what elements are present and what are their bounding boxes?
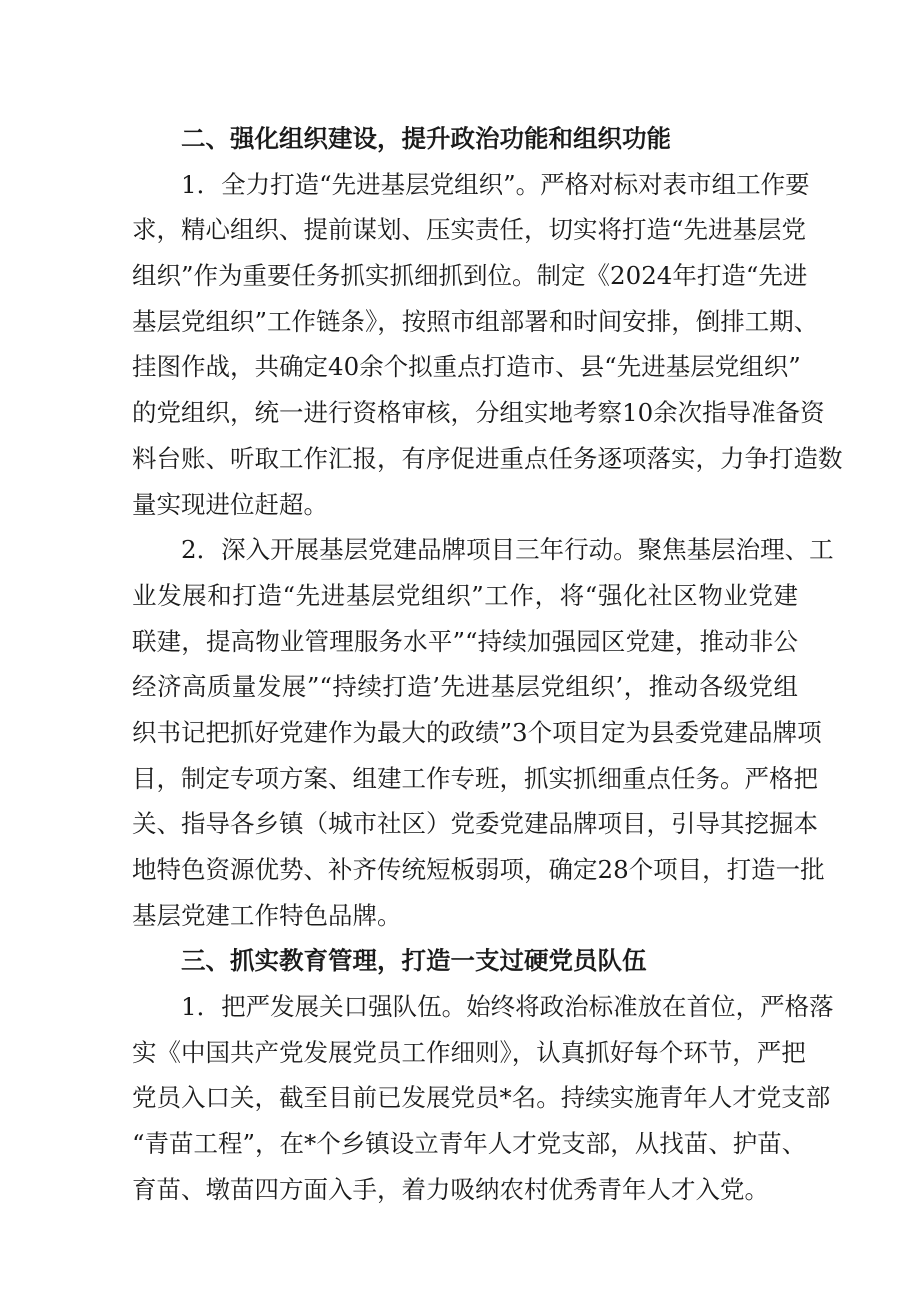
paragraph-line: 育苗、墩苗四方面入手，着力吸纳农村优秀青年人才入党。 bbox=[132, 1174, 769, 1204]
section-heading: 三、抓实教育管理，打造一支过硬党员队伍 bbox=[181, 946, 647, 976]
document-body bbox=[132, 116, 843, 1213]
paragraph-line: 党员入口关，截至目前已发展党员*名。持续实施青年人才党支部 bbox=[132, 1083, 831, 1113]
paragraph bbox=[132, 162, 843, 528]
paragraph-line: 业发展和打造“先进基层党组织”工作，将“强化社区物业党建 bbox=[132, 580, 798, 610]
paragraph-line: 地特色资源优势、补齐传统短板弱项，确定28个项目，打造一批 bbox=[132, 855, 825, 884]
paragraph-line: 组织”作为重要任务抓实抓细抓到位。制定《2024年打造“先进 bbox=[132, 261, 808, 291]
paragraph bbox=[132, 527, 834, 938]
paragraph-line: 经济高质量发展”“持续打造’先进基层党组织’，推动各级党组 bbox=[132, 672, 798, 702]
paragraph-line: 基层党建工作特色品牌。 bbox=[132, 900, 402, 930]
paragraph-line: 织书记把抓好党建作为最大的政绩”3个项目定为县委党建品牌项 bbox=[132, 717, 822, 747]
paragraph-line: 2．深入开展基层党建品牌项目三年行动。聚焦基层治理、工 bbox=[181, 535, 834, 565]
paragraph-line: 量实现进位赶超。 bbox=[132, 489, 328, 519]
paragraph-line: 料台账、听取工作汇报，有序促进重点任务逐项落实，力争打造数 bbox=[132, 443, 843, 473]
paragraph-line: 挂图作战，共确定40余个拟重点打造市、县“先进基层党组织” bbox=[132, 352, 801, 382]
section-heading: 二、强化组织建设，提升政治功能和组织功能 bbox=[181, 124, 671, 153]
paragraph-line: 实《中国共产党发展党员工作细则》，认真抓好每个环节，严把 bbox=[132, 1037, 806, 1067]
paragraph-line: 基层党组织”工作链条》，按照市组部署和时间安排，倒排工期、 bbox=[132, 306, 819, 336]
paragraph-line: 联建，提高物业管理服务水平”“持续加强园区党建，推动非公 bbox=[132, 626, 798, 656]
paragraph-line: 关、指导各乡镇（城市社区）党委党建品牌项目，引导其挖掘本 bbox=[132, 809, 818, 839]
paragraph-line: 的党组织，统一进行资格审核，分组实地考察10余次指导准备资 bbox=[132, 398, 825, 428]
paragraph bbox=[132, 984, 834, 1212]
paragraph-line: 目，制定专项方案、组建工作专班，抓实抓细重点任务。严格把 bbox=[132, 763, 818, 793]
paragraph-line: 1．把严发展关口强队伍。始终将政治标准放在首位，严格落 bbox=[181, 992, 834, 1022]
paragraph-line: 1．全力打造“先进基层党组织”。严格对标对表市组工作要 bbox=[181, 169, 810, 199]
paragraph-line: “青苗工程”，在*个乡镇设立青年人才党支部，从找苗、护苗、 bbox=[132, 1129, 807, 1159]
paragraph-line: 求，精心组织、提前谋划、压实责任，切实将打造“先进基层党 bbox=[132, 215, 807, 245]
